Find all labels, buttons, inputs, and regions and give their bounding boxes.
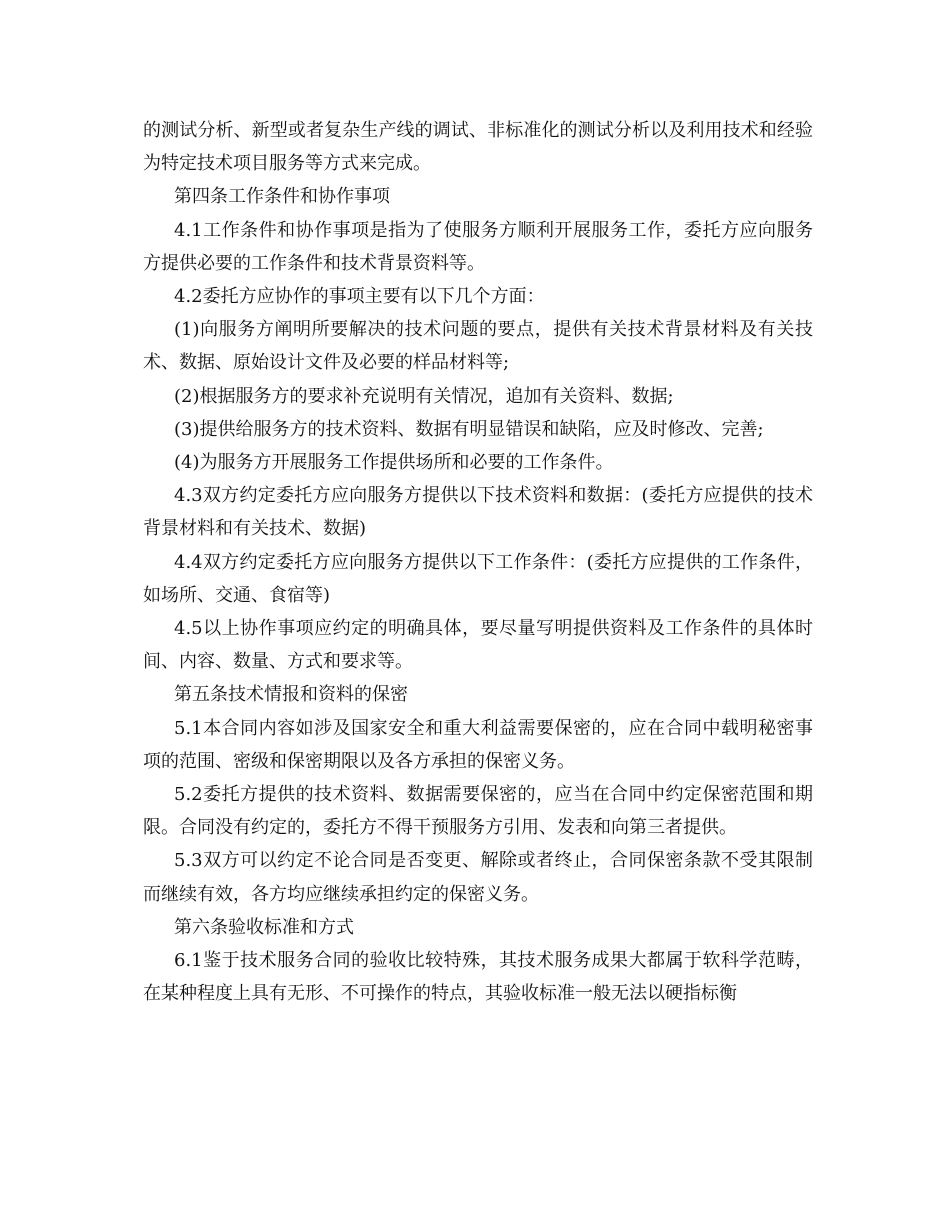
paragraph-4-1: 4.1工作条件和协作事项是指为了使服务方顺利开展服务工作，委托方应向服务方提供必要的工作条件和技术背景资料等。: [143, 219, 813, 274]
list-item-2: (2)根据服务方的要求补充说明有关情况，追加有关资料、数据;: [174, 385, 674, 407]
paragraph-4-3: 4.3双方约定委托方应向服务方提供以下技术资料和数据：(委托方应提供的技术背景材料和有关技术、数据): [143, 485, 813, 540]
list-item-4: (4)为服务方开展服务工作提供场所和必要的工作条件。: [174, 452, 614, 474]
paragraph-5-3: 5.3双方可以约定不论合同是否变更、解除或者终止，合同保密条款不受其限制而继续有效，各方均应继续承担约定的保密义务。: [143, 850, 813, 905]
document-body: [143, 114, 813, 1010]
section-heading-article-4: 第四条工作条件和协作事项: [174, 186, 390, 208]
paragraph-5-2: 5.2委托方提供的技术资料、数据需要保密的，应当在合同中约定保密范围和期限。合同没有约定的，委托方不得干预服务方引用、发表和向第三者提供。: [143, 784, 813, 839]
paragraph-continuation: 的测试分析、新型或者复杂生产线的调试、非标准化的测试分析以及利用技术和经验为特定技术项目服务等方式来完成。: [143, 120, 813, 175]
paragraph-6-1: 6.1鉴于技术服务合同的验收比较特殊，其技术服务成果大都属于软科学范畴，在某种程度上具有无形、不可操作的特点，其验收标准一般无法以硬指标衡: [143, 950, 813, 1005]
list-item-3: (3)提供给服务方的技术资料、数据有明显错误和缺陷，应及时修改、完善;: [174, 418, 764, 440]
paragraph-4-2: 4.2委托方应协作的事项主要有以下几个方面：: [174, 286, 545, 308]
paragraph-4-5: 4.5以上协作事项应约定的明确具体，要尽量写明提供资料及工作条件的具体时间、内容、数量、方式和要求等。: [143, 618, 813, 673]
paragraph-4-4: 4.4双方约定委托方应向服务方提供以下工作条件：(委托方应提供的工作条件，如场所、交通、食宿等): [143, 551, 813, 606]
section-heading-article-5: 第五条技术情报和资料的保密: [174, 684, 408, 706]
list-item-1: (1)向服务方阐明所要解决的技术问题的要点，提供有关技术背景材料及有关技术、数据、原始设计文件及必要的样品材料等;: [143, 319, 813, 374]
section-heading-article-6: 第六条验收标准和方式: [174, 916, 354, 938]
paragraph-5-1: 5.1本合同内容如涉及国家安全和重大利益需要保密的，应在合同中载明秘密事项的范围、密级和保密期限以及各方承担的保密义务。: [143, 717, 813, 772]
